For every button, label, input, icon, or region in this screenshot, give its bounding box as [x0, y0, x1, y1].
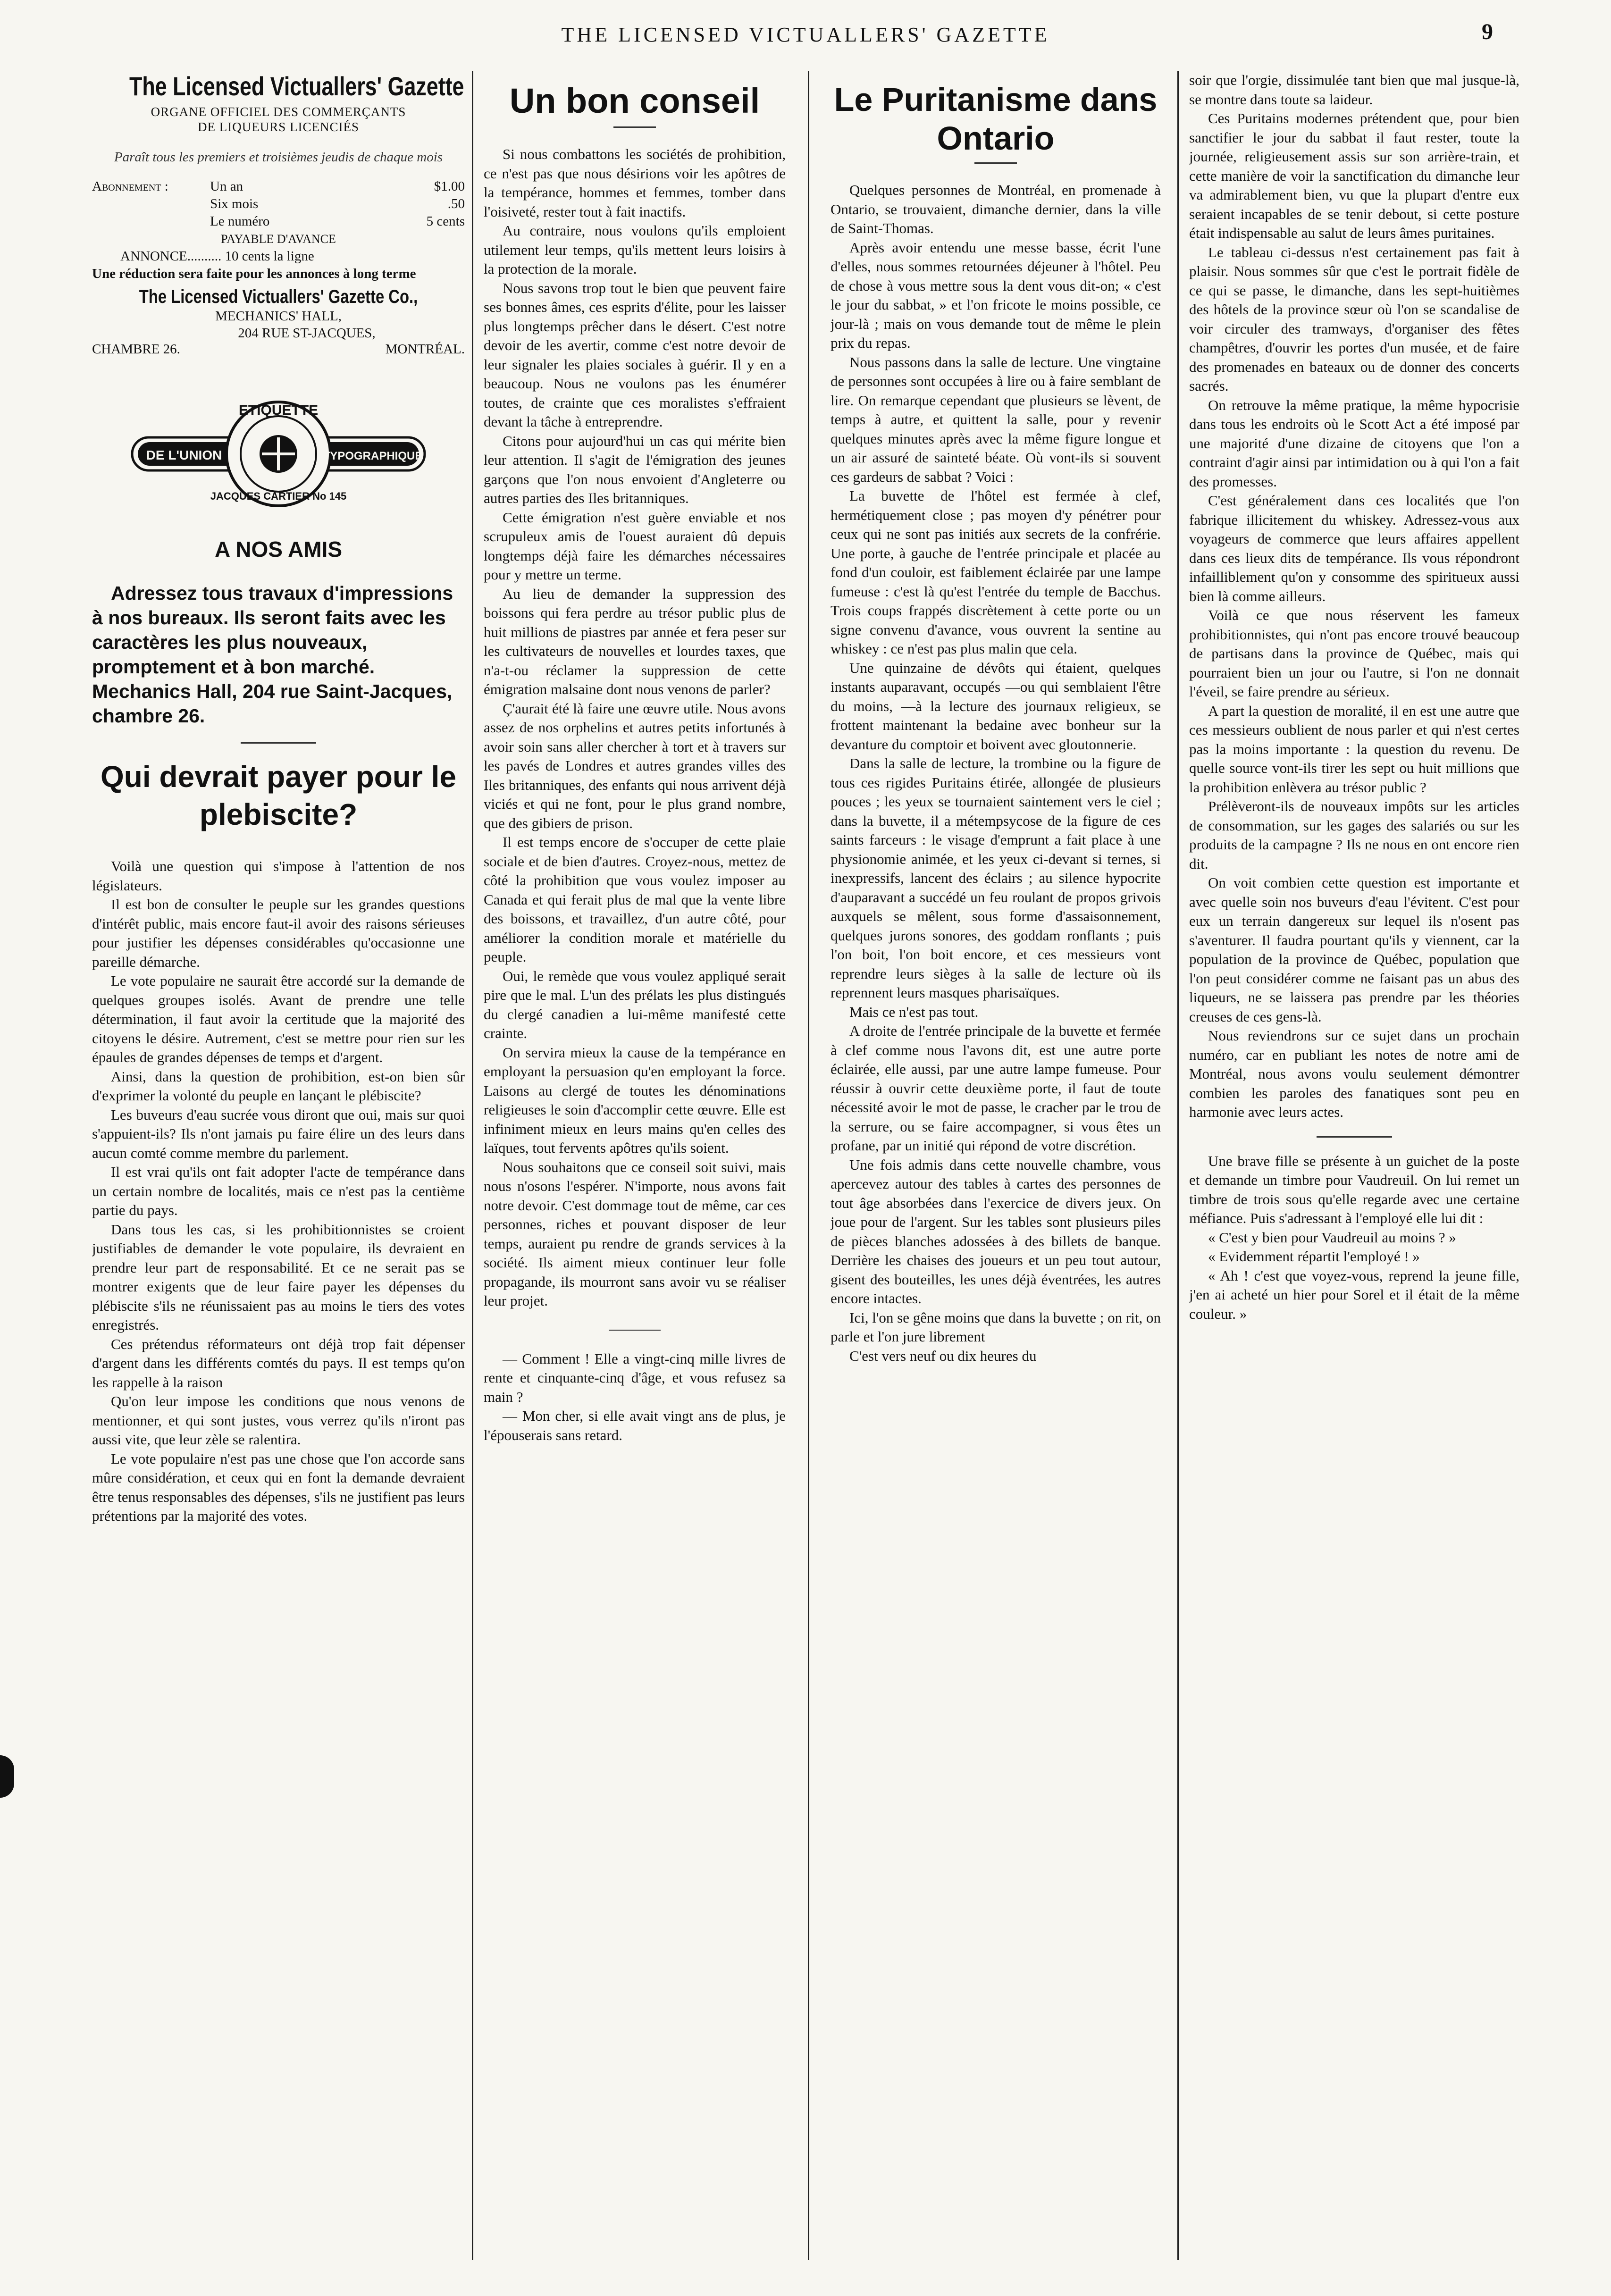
amis-heading: A NOS AMIS	[214, 537, 343, 561]
conseil-paragraph: Au lieu de demander la suppression des boissons qui fera perdre au trésor public plus de huit millions de piastres par année et fera peser sur les cultivateurs de nouvelles et lourdes taxes, que n'a-t-ou réclamer la suppression de cette émigration malsaine dont nous venons de parler?	[484, 585, 786, 697]
stamp-top-text: ETIQUETTE	[238, 402, 319, 418]
anecdote-quote: « C'est y bien pour Vaudreuil au moins ? »	[1208, 1229, 1456, 1246]
page-number: 9	[1482, 19, 1493, 44]
address-row	[92, 342, 465, 357]
masthead-subtitle: DE LIQUEURS LICENCIÉS	[198, 120, 359, 134]
column-rule	[1177, 71, 1179, 2260]
page-header	[0, 0, 1611, 57]
company-name: The Licensed Victuallers' Gazette Co.,	[139, 286, 418, 307]
conseil-paragraph: Si nous combattons les sociétés de prohibition, ce n'est pas que nous désirions voir les apôtres de la tempérance, hommes et femmes, tomber dans l'oisiveté, rester tout à fait inactifs.	[484, 146, 786, 220]
column-rule	[472, 71, 473, 2260]
union-label-stamp	[127, 390, 429, 513]
price-label: Le numéro	[210, 214, 270, 229]
puritanisme-paragraph: La buvette de l'hôtel est fermée à clef, hermétiquement close ; pas moyen d'y pénétrer pour ceux qui ne sont pas initiés aux secrets de la confrérie. Une porte, à gauche de l'entrée principale et placée au fond d'un couloir, est faiblement éclairée par une lampe fumeuse : c'est là qu'est l'entrée du temple de Bacchus. Trois coups frappés discrètement à cette porte ou un signe convenu d'avance, vous ouvrent la sentine au whiskey : ce n'est pas plus malin que cela.	[831, 487, 1161, 657]
plebiscite-paragraph: Ainsi, dans la question de prohibition, est-on bien sûr d'exprimer la volonté du peuple en lançant le plébiscite?	[92, 1068, 465, 1104]
stamp-bottom-text: JACQUES CARTIER No 145	[210, 490, 347, 502]
plebiscite-paragraph: Dans tous les cas, si les prohibitionnistes se croient justifiables de demander le vote populaire, ils devraient en prendre leur part de responsabilité. Et ce ne serait pas se montrer exigents que de leur faire payer les dépenses du plébiscite s'ils ne réunissaient pas au moins le tiers des votes enregistrés.	[92, 1221, 465, 1333]
conseil-paragraph: Citons pour aujourd'hui un cas qui mérite bien leur attention. Il s'agit de l'émigration des jeunes garçons que l'on nous envoient d'Angleterre ou autres parties des Iles britanniques.	[484, 432, 786, 506]
conseil-paragraph: Ç'aurait été là faire une œuvre utile. Nous avons assez de nos orphelins et autres petits infortunés à avoir soin sans aller chercher à tort et à travers sur les pavés de Londres et autres grandes villes des Iles britanniques, des enfants qui nous arrivent déjà viciés et qui ne font, pour le plus grand nombre, que des gibiers de prison.	[484, 700, 786, 831]
masthead-subtitle: ORGANE OFFICIEL DES COMMERÇANTS	[151, 105, 406, 119]
plebiscite-paragraph: Le vote populaire n'est pas une chose que l'on accorde sans mûre considération, et ceux qui en font la demande devraient être tenus responsables des dépenses, s'ils ne justifient pas leurs prétentions par la majorité des votes.	[92, 1450, 465, 1524]
joke-line: — Mon cher, si elle avait vingt ans de plus, je l'épouserais sans retard.	[484, 1408, 786, 1443]
running-title: THE LICENSED VICTUALLERS' GAZETTE	[561, 23, 1050, 46]
puritanisme-paragraph: Prélèveront-ils de nouveaux impôts sur les articles de consommation, sur les gages des salariés ou sur les produits de la campagne ? Ils ne nous en ont encore rien dit.	[1189, 798, 1519, 872]
subscription-label: Abonnement :	[92, 179, 168, 194]
puritanisme-paragraph: C'est vers neuf ou dix heures du	[849, 1347, 1037, 1364]
separator	[1317, 1136, 1392, 1138]
masthead-title: The Licensed Victuallers' Gazette	[129, 71, 464, 101]
puritanisme-paragraph: C'est généralement dans ces localités que l'on fabrique illicitement du whiskey. Adressez-vous aux voyageurs de commerce que leurs affaires appellent dans ces lieux dits de tempérance. Ils vous répondront infailliblement qu'on y consomme des spiritueux aussi bien là comme ailleurs.	[1189, 492, 1519, 604]
separator	[613, 126, 656, 128]
address-city: MONTRÉAL.	[385, 342, 465, 357]
puritanisme-continued: soir que l'orgie, dissimulée tant bien que mal jusque-là, se montre dans toute sa laideur.	[1189, 72, 1519, 108]
price-label: Un an	[210, 179, 243, 194]
conseil-paragraph: Cette émigration n'est guère enviable et nos scrupuleux amis de l'ouest auraient dû depuis longtemps déjà faire les démarches nécessaires pour y mettre un terme.	[484, 509, 786, 583]
price-value: $1.00	[434, 179, 465, 194]
puritanisme-paragraph: Une fois admis dans cette nouvelle chambre, vous apercevez autour des tables à cartes des personnes de tout âge absorbées dans l'exercice de divers jeux. On joue pour de l'argent. Sur les tables sont plusieurs piles de pièces blanches adossées à des billets de banque. Derrière les chaises des joueurs et un peu tout autour, gisent des bouteilles, les unes déjà éventrées, les autres encore intactes.	[831, 1156, 1161, 1307]
plebiscite-paragraph: Il est bon de consulter le peuple sur les grandes questions d'intérêt public, mais encore faut-il avoir des raisons sérieuses pour justifier les dépenses considérables qu'occasionne une pareille démarche.	[92, 896, 465, 970]
conseil-paragraph: On servira mieux la cause de la tempérance en employant la persuasion qu'en employant la force. Laisons au clergé de toutes les dénominations religieuses le soin d'accomplir cette œuvre. Elle est infiniment mieux en leurs mains qu'en celles des laïques, tout fervents apôtres qu'ils soient.	[484, 1044, 786, 1156]
price-value: 5 cents	[426, 214, 465, 229]
publication-frequency: Paraît tous les premiers et troisièmes jeudis de chaque mois	[114, 150, 443, 165]
puritanisme-paragraph: On retrouve la même pratique, la même hypocrisie dans tous les endroits où le Scott Act a été imposé par une majorité d'une dizaine de citoyens que l'on a contraint d'agir ainsi par intimidation ou à qui l'on a fait des promesses.	[1189, 396, 1519, 490]
address-street: 204 RUE ST-JACQUES,	[238, 326, 376, 341]
puritanisme-paragraph: A droite de l'entrée principale de la buvette et fermée à clef comme nous l'avons dit, est une autre porte éclairée, elle aussi, par une autre lampe fumeuse. Pour réussir à ouvrir cette deuxième porte, il faut de toute nécessité avoir le mot de passe, le cracher par le trou de la serrure, ou se faire accompagner, si vous êtes un profane, par un initié qui répond de votre discrétion.	[831, 1022, 1161, 1154]
plebiscite-paragraph: Le vote populaire ne saurait être accordé sur la demande de quelques groupes isolés. Avant de prendre une telle détermination, il faut avoir la certitude que la majorité des citoyens le désire. Autrement, c'est se mettre pour rien sur les épaules de grandes dépenses de temps et d'argent.	[92, 972, 465, 1065]
column-rule	[808, 71, 809, 2260]
puritanisme-heading: Le Puritanisme dans Ontario	[834, 81, 1158, 157]
separator	[609, 1330, 661, 1331]
puritanisme-paragraph: Une quinzaine de dévôts qui étaient, quelques instants auparavant, occupés —ou qui semblaient l'être du moins, —à la lecture des journaux religieux, se frottent maintenant la bedaine avec bonheur sur la devanture du comptoir et boivent avec gloutonnerie.	[831, 659, 1161, 753]
conseil-heading: Un bon conseil	[509, 81, 760, 120]
subscription-row	[92, 178, 465, 195]
plebiscite-paragraph: Les buveurs d'eau sucrée vous diront que oui, mais sur quoi s'appuient-ils? Ils n'ont jamais pu faire élire un des leurs dans aucun comté comme membre du parlement.	[92, 1106, 465, 1161]
anecdote-quote: « Ah ! c'est que voyez-vous, reprend la jeune fille, j'en ai acheté un hier pour Sorel et il était de la même couleur. »	[1189, 1267, 1519, 1322]
subscription-row	[92, 213, 465, 230]
puritanisme-paragraph: Après avoir entendu une messe basse, écrit l'une d'elles, nous sommes retournées déjeuner à l'hôtel. Peu de chose à vous mettre sous la dent vous dit-on; « c'est le jour du sabbat, » et l'on fricote le moins possible, ce jour-là ; mais on vous demande tout de même le plein prix du repas.	[831, 239, 1161, 351]
conseil-paragraph: Nous savons trop tout le bien que peuvent faire ses bonnes âmes, ces esprits d'élite, pour les laisser plus longtemps prêcher dans le désert. C'est notre devoir de les avertir, comme c'est notre devoir de leur signaler les plaies sociales à guérir. Il y en a beaucoup. Nous ne voulons pas les énumérer toutes, de crainte que ces moralistes s'effraient devant la tâche à entreprendre.	[484, 279, 786, 430]
puritanisme-paragraph: A part la question de moralité, il en est une autre que ces messieurs oublient de nous parler et qui n'est certes pas la moins importante : la question du revenu. De quelle source vont-ils tirer les sept ou huit millions que la prohibition enlèvera au trésor public ?	[1189, 702, 1519, 796]
plebiscite-heading: Qui devrait payer pour le plebiscite?	[101, 760, 456, 831]
puritanisme-paragraph: Nous reviendrons sur ce sujet dans un prochain numéro, car en publiant les notes de notre ami de Montréal, nous avons voulu seulement démontrer combien les paroles des fanatiques sont peu en harmonie avec leurs actes.	[1189, 1027, 1519, 1120]
puritanisme-paragraph: Mais ce n'est pas tout.	[849, 1003, 979, 1020]
payable-note: PAYABLE D'AVANCE	[221, 232, 336, 246]
column-3	[831, 71, 1161, 2260]
puritanisme-paragraph: On voit combien cette question est importante et avec quelle soin nos buveurs d'eau l'évitent. C'est pour eux un terrain dangereux sur lequel ils n'osent pas s'aventurer. Il faudra pourtant qu'ils y viennent, car la population de la province de Québec, population que l'on peut considérer comme ne faisant pas un abus des liqueurs, ne se laissera pas prendre par les théories creuses de ces gens-là.	[1189, 874, 1519, 1025]
column-1	[92, 71, 465, 2260]
puritanisme-paragraph: Dans la salle de lecture, la trombine ou la figure de tous ces rigides Puritains étirée, allongée de plusieurs pouces ; les yeux se tournaient saintement vers le ciel ; dans la buvette, il a métempsycose de la figure de ces saints farceurs : le visage d'emprunt a fait place à une physionomie animée, et les yeux ci-devant si ternes, si inexpressifs, lancent des éclairs ; au silence hypocrite d'auparavant a succédé un feu roulant de propos grivois auxquels se mêlent, sous forme d'assaisonnement, quelques jurons sonores, des goddam ronflants ; puis l'on boit, l'on boit encore, et ces messieurs vont reprendre leurs sièges à la salle de lecture où ils reprennent leurs masques pharisaïques.	[831, 755, 1161, 1001]
plebiscite-paragraph: Il est vrai qu'ils ont fait adopter l'acte de tempérance dans un certain nombre de localités, mais ce n'est pas la centième partie du pays.	[92, 1164, 465, 1218]
anecdote-paragraph: Une brave fille se présente à un guichet de la poste et demande un timbre pour Vaudreuil. On lui remet un timbre de trois sous qu'elle regarde avec une certaine méfiance. Puis s'adressant à l'employé elle lui dit :	[1189, 1152, 1519, 1226]
puritanisme-paragraph: Ici, l'on se gêne moins que dans la buvette ; on rit, on parle et l'on jure librement	[831, 1309, 1161, 1345]
stamp-left-text: DE L'UNION	[146, 448, 222, 462]
conseil-paragraph: Nous souhaitons que ce conseil soit suivi, mais nous n'osons l'espérer. N'importe, nous avons fait notre devoir. C'est dommage tout de même, car ces personnes, riches et pouvant disposer de leur temps, auraient pu rendre de grands services à la société. Ils aiment mieux continuer leur folle propagande, ils mourront sans avoir vu se réaliser leur projet.	[484, 1158, 786, 1309]
puritanisme-paragraph: Ces Puritains modernes prétendent que, pour bien sanctifier le jour du sabbat il faut rester, toute la journée, religieusement assis sur son arrière-train, et cette manière de voir la sanctification du dimanche leur va admirablement bien, vu que la plupart d'entre eux seraient incapables de se tenir debout, si cette posture était indispensable au salut de leurs âmes puritaines.	[1189, 110, 1519, 241]
puritanisme-paragraph: Nous passons dans la salle de lecture. Une vingtaine de personnes sont occupées à lire ou à faire semblant de lire. On remarque cependant que plusieurs se lèvent, de temps à autre, et quittent la salle, pour y revenir quelques minutes après avec la même figure longue et un air assuré de sainteté béate. Où vont-ils si souvent ces gardeurs de sabbat ? Voici :	[831, 353, 1161, 485]
column-4	[1189, 71, 1519, 2260]
stamp-right-text: TYPOGRAPHIQUE	[323, 450, 423, 462]
puritanisme-paragraph: Quelques personnes de Montréal, en promenade à Ontario, se trouvaient, dimanche dernier, dans la ville de Saint-Thomas.	[831, 182, 1161, 236]
puritanisme-paragraph: Voilà ce que nous réservent les fameux prohibitionnistes, qui n'ont pas encore trouvé beaucoup de partisans dans la province de Québec, mais qui pourraient bien un jour ou l'autre, si l'on ne donnait l'éveil, se faire prendre au sérieux.	[1189, 607, 1519, 700]
plebiscite-paragraph: Voilà une question qui s'impose à l'attention de nos législateurs.	[92, 858, 465, 894]
separator	[974, 162, 1017, 164]
joke-line: — Comment ! Elle a vingt-cinq mille livres de rente et cinquante-cinq d'âge, et vous refusez sa main ?	[484, 1350, 786, 1405]
puritanisme-paragraph: Le tableau ci-dessus n'est certainement pas fait à plaisir. Nous sommes sûr que c'est le portrait fidèle de ce qui se passe, le dimanche, dans les sept-huitièmes des hôtels de la province sœur où l'on se scandalise de voir circuler des tramways, d'organiser des fêtes champêtres, d'ouvrir les portes d'un musée, et de faire des promenades en bateaux ou de donner des concerts sacrés.	[1189, 243, 1519, 394]
address-hall: MECHANICS' HALL,	[215, 309, 342, 324]
amis-body: Adressez tous travaux d'impressions à nos bureaux. Ils seront faits avec les caractères les plus nouveaux, promptement et à bon marché. Mechanics Hall, 204 rue Saint-Jacques, chambre 26.	[92, 582, 453, 727]
subscription-row	[92, 195, 465, 213]
conseil-paragraph: Au contraire, nous voulons qu'ils emploient utilement leur temps, qu'ils mettent leurs loisirs à la protection de la morale.	[484, 222, 786, 277]
address-room: CHAMBRE 26.	[92, 342, 180, 357]
column-2	[484, 71, 786, 2260]
price-label: Six mois	[210, 196, 259, 211]
price-value: .50	[447, 196, 465, 211]
conseil-paragraph: Il est temps encore de s'occuper de cette plaie sociale et de bien d'autres. Croyez-nous, mettez de côté la prohibition que vous voulez imposer au Canada et qui ferait plus de mal que la vente libre des boissons, et travaillez, d'un autre côté, pour améliorer la condition morale et matérielle du peuple.	[484, 834, 786, 965]
plebiscite-paragraph: Ces prétendus réformateurs ont déjà trop fait dépenser d'argent dans les différents comtés du pays. Il est temps qu'on les rappelle à la raison	[92, 1335, 465, 1391]
separator	[241, 742, 316, 744]
union-label-icon	[127, 390, 429, 513]
edge-mark	[0, 1755, 14, 1798]
ad-rate: ANNONCE.......... 10 cents la ligne	[120, 249, 314, 264]
conseil-paragraph: Oui, le remède que vous voulez appliqué serait pire que le mal. L'un des prélats les plus distingués du clergé canadien a lui-même manifesté cette crainte.	[484, 967, 786, 1041]
plebiscite-paragraph: Qu'on leur impose les conditions que nous venons de mentionner, et qui sont justes, vous verrez qu'ils n'iront pas aussi vite, que leur zèle se ralentira.	[92, 1393, 465, 1448]
anecdote-quote: « Evidemment répartit l'employé ! »	[1208, 1248, 1420, 1265]
reduction-note: Une réduction sera faite pour les annonces à long terme	[92, 266, 416, 281]
